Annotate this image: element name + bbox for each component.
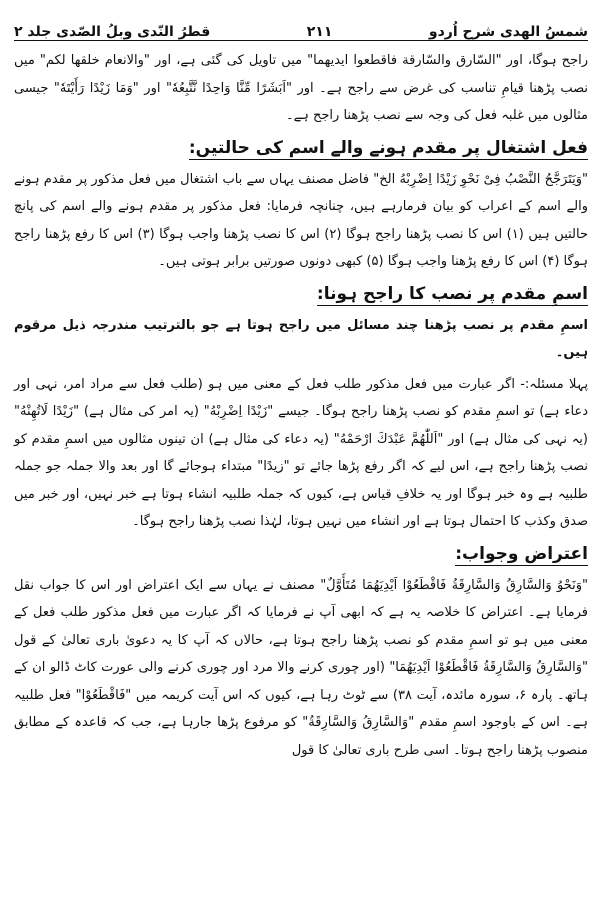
- page-header: [14, 6, 588, 41]
- section-heading-2: [14, 280, 588, 308]
- header-original-title: قطرُ النّدی وبلُ الصّدی جلد ۲: [14, 24, 211, 40]
- section-heading-text: اعتراض وجواب:: [455, 543, 588, 564]
- paragraph-2: "وَيَتَرَجَّحُ النَّصْبُ فِیْ نَحْوِ زَيْدًا اِضْرِبْهُ الخ" فاضل مصنف یہاں سے باب اشتغال میں فعل مذکور پر مقدم ہونے والے اسم کے اعراب کو بیان فرمارہے ہیں، چنانچہ فرمایا: فعل مذکور پر مقدم ہونے والے اسم کی پانچ حالتیں ہیں (۱) اس کا نصب پڑھنا راجح ہوگا (۲) اس کا نصب پڑھنا واجب ہوگا (۳) اس کا رفع پڑھنا راجح ہوگا (۴) اس کا رفع پڑھنا واجب ہوگا (۵) کبھی دونوں صورتیں برابر ہوتی ہیں۔: [14, 171, 589, 269]
- paragraph-1: راجح ہوگا، اور "السّارق والسّارقة فاقطعوا ايديهما" میں تاویل کی گئی ہے، اور "والانعام خلقها لکم" میں نصب پڑھنا قیامِ تناسب کی غرض سے راجح ہے۔ اور "اَبَشَرًا مِّنَّا وَاحِدًا نَّتَّبِعُهٗ" اور "وَمَا زَيْدًا رَأَيْتَهٗ" جیسی مثالوں میں غلبہ فعل کی وجہ سے نصب پڑھنا راجح ہے۔: [14, 53, 588, 123]
- page-body: [14, 41, 588, 764]
- section-heading-1: [14, 134, 588, 162]
- paragraph-4: پہلا مسئلہ:- اگر عبارت میں فعل مذکور طلب فعل کے معنی میں ہو (طلب فعل سے مراد امر، نہی اور دعاء ہے) تو اسمِ مقدم کو نصب پڑھنا راجح ہوگا۔ جیسے "زَيْدًا اِضْرِبْهُ" (یہ امر کی مثال ہے) "زَيْدًا لَاتُهِنْهُ" (یہ نہی کی مثال ہے) اور "اَللّٰهُمَّ عَبْدَكَ ارْحَمْهُ" (یہ دعاء کی مثال ہے) ان تینوں مثالوں میں اسمِ مقدم کو نصب پڑھنا راجح ہے، اس لیے کہ اگر رفع پڑھا جائے تو "زیدًا" مبتداء ہوجائے گا اور بعد والا جملہ جو جملہ طلبیہ ہے وہ خبر ہوگا اور یہ خلافِ قیاس ہے، کیوں کہ جملہ طلبیہ انشاء ہوتا ہے خبر نہیں، اور خبر میں صدق وکذب کا احتمال ہوتا ہے اور انشاء میں نہیں ہوتا، لہٰذا نصب پڑھنا راجح ہوگا۔: [14, 376, 588, 529]
- section-heading-3: [14, 540, 588, 568]
- page-number: ۲۱۱: [306, 24, 333, 40]
- section-heading-text: فعل اشتغال پر مقدم ہونے والے اسم کی حالتیں:: [188, 137, 588, 158]
- paragraph-5: "وَنَحْوُ وَالسَّارِقُ وَالسَّارِقَةُ فَاقْطَعُوْا اَيْدِيَهُمَا مُتَأَوَّلٌ" مصنف نے یہاں سے ایک اعتراض اور اس کا جواب نقل فرمایا ہے۔ اعتراض کا خلاصہ یہ ہے کہ ابھی آپ نے فرمایا کہ اگر عبارت میں فعل مذکور طلب فعل کے معنی میں ہو تو اسمِ مقدم کو نصب پڑھنا راجح ہوتا ہے، حالاں کہ آپ کا یہ دعویٰ باری تعالیٰ کے قول "وَالسَّارِقُ وَالسَّارِقَةُ فَاقْطَعُوْا اَيْدِيَهُمَا" (اور چوری کرنے والا مرد اور چوری کرنے والی عورت کاٹ ڈالو ان کے ہاتھ۔ پارہ ۶، سورہ مائدہ، آیت ۳۸) سے ٹوٹ رہا ہے، کیوں کہ اس آیت کریمہ میں "فَاقْطَعُوْا" فعل طلبیہ ہے۔ اس کے باوجود اسمِ مقدم "وَالسَّارِقُ وَالسَّارِقَةُ" کو مرفوع پڑھا جارہا ہے، جب کہ قاعدہ کے مطابق منصوب پڑھنا راجح ہوتا۔ اسی طرح باری تعالیٰ کا قول: [14, 577, 588, 758]
- paragraph-3: اسمِ مقدم پر نصب پڑھنا چند مسائل میں راجح ہوتا ہے جو بالترتیب مندرجہ ذیل مرقوم ہیں۔: [14, 317, 588, 360]
- header-book-title: شمسُ الهدی شرح اُردو: [428, 24, 588, 40]
- section-heading-text: اسمِ مقدم پر نصب کا راجح ہونا:: [316, 283, 588, 304]
